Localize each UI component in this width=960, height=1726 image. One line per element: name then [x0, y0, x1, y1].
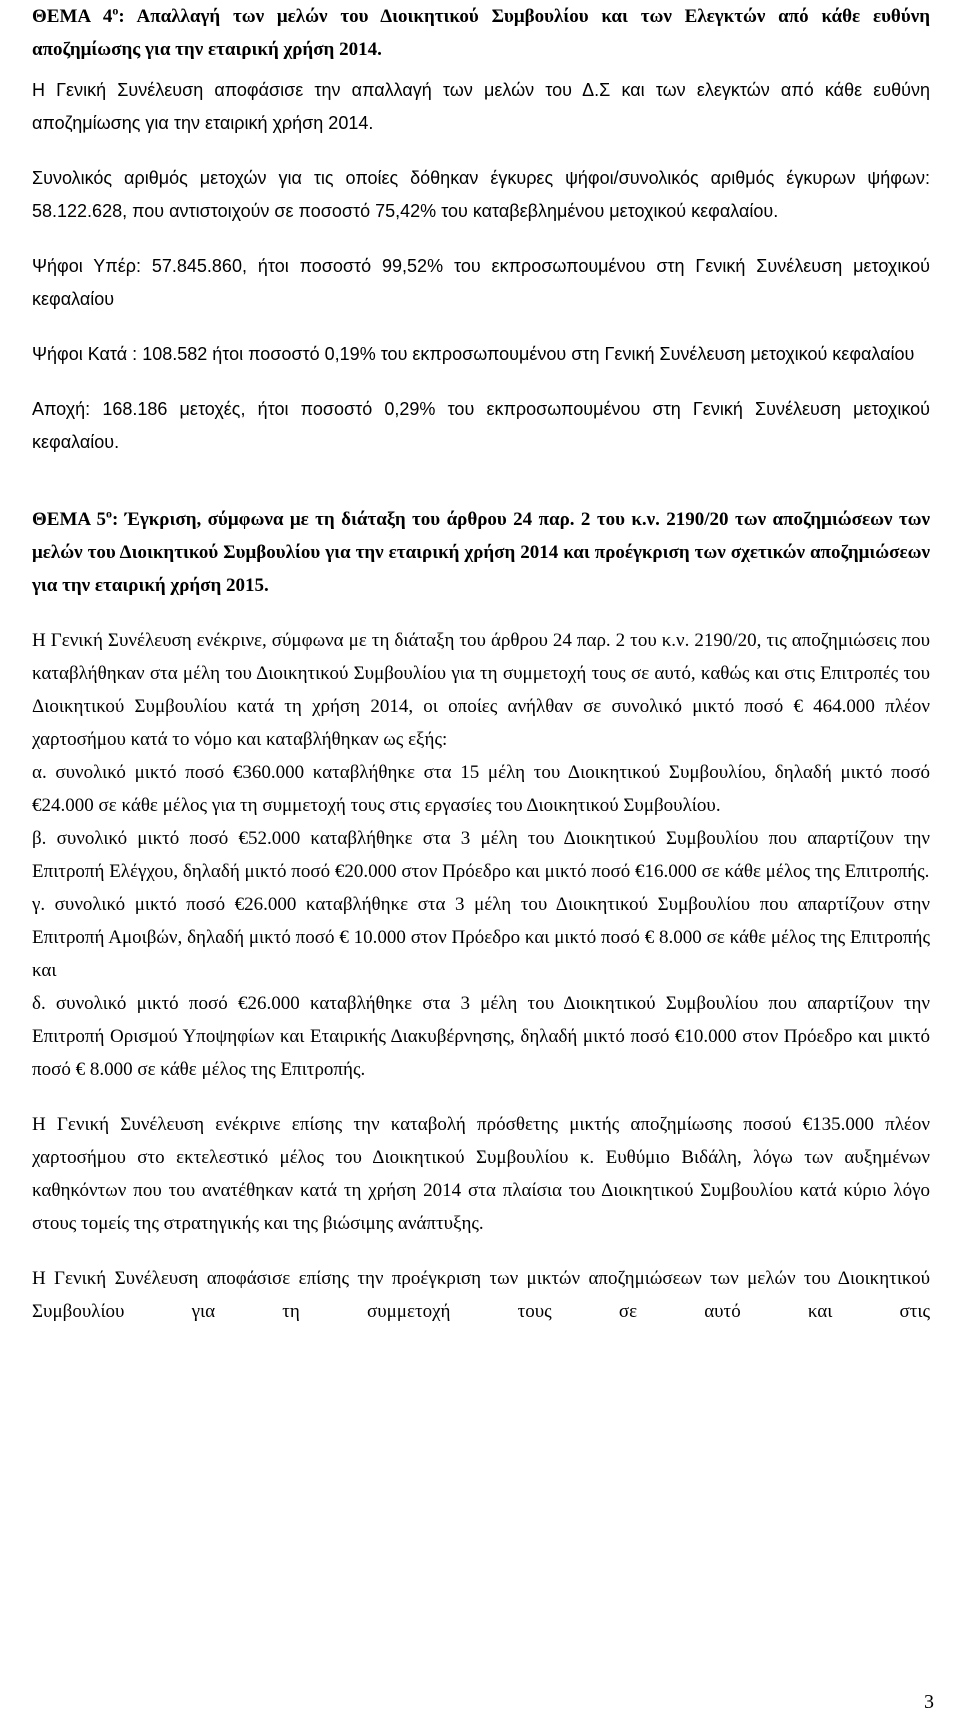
topic4-heading-sup: ο — [112, 3, 119, 18]
topic5-item-a: α. συνολικό μικτό ποσό €360.000 καταβλήθηκε στα 15 μέλη του Διοικητικού Συμβουλίου, δηλαδή μικτό ποσό €24.000 σε κάθε μέλος για τη συμμετοχή τους στις εργασίες του Διοικητικού Συμβουλίου. — [32, 762, 930, 816]
page-number: 3 — [924, 1691, 934, 1713]
topic5-heading-prefix: ΘΕΜΑ 5 — [32, 509, 106, 530]
topic4-votes-against: Ψήφοι Κατά : 108.582 ήτοι ποσοστό 0,19% του εκπροσωπουμένου στη Γενική Συνέλευση μετοχικού κεφαλαίου — [32, 344, 915, 364]
topic4-heading — [32, 0, 930, 66]
topic4-abstain: Αποχή: 168.186 μετοχές, ήτοι ποσοστό 0,29% του εκπροσωπουμένου στη Γενική Συνέλευση μετοχικού κεφαλαίου. — [32, 399, 930, 452]
topic5-extra: Η Γενική Συνέλευση ενέκρινε επίσης την καταβολή πρόσθετης μικτής αποζημίωσης ποσού €135.000 πλέον χαρτοσήμου στο εκτελεστικό μέλος του Διοικητικού Συμβουλίου κ. Ευθύμιο Βιδάλη, λόγω των αυξημένων καθηκόντων που του ανατέθηκαν κατά τη χρήση 2014 στα πλαίσια του Διοικητικού Συμβουλίου κατά κύριο λόγο στους τομείς της στρατηγικής και της βιώσιμης ανάπτυξης. — [32, 1114, 930, 1234]
topic4-heading-text: : Απαλλαγή των μελών του Διοικητικού Συμβουλίου και των Ελεγκτών από κάθε ευθύνη αποζημίωσης για την εταιρική χρήση 2014. — [32, 6, 930, 60]
topic4-decision: Η Γενική Συνέλευση αποφάσισε την απαλλαγή των μελών του Δ.Σ και των ελεγκτών από κάθε ευθύνη αποζημίωσης για την εταιρική χρήση 2014. — [32, 80, 930, 133]
topic5-item-b: β. συνολικό μικτό ποσό €52.000 καταβλήθηκε στα 3 μέλη του Διοικητικού Συμβουλίου που απαρτίζουν την Επιτροπή Ελέγχου, δηλαδή μικτό ποσό €20.000 στον Πρόεδρο και μικτό ποσό €16.000 σε κάθε μέλος της Επιτροπής. — [32, 828, 930, 882]
topic5-approval: Η Γενική Συνέλευση ενέκρινε, σύμφωνα με τη διάταξη του άρθρου 24 παρ. 2 του κ.ν. 2190/20, τις αποζημιώσεις που καταβλήθηκαν στα μέλη του Διοικητικού Συμβουλίου για τη συμμετοχή τους σε αυτό, καθώς και στις Επιτροπές του Διοικητικού Συμβουλίου κατά τη χρήση 2014, οι οποίες ανήλθαν σε συνολικό μικτό ποσό € 464.000 πλέον χαρτοσήμου κατά το νόμο και καταβλήθηκαν ως εξής: — [32, 630, 930, 750]
topic4-heading-prefix: ΘΕΜΑ 4 — [32, 6, 113, 27]
topic4-total-shares: Συνολικός αριθμός μετοχών για τις οποίες δόθηκαν έγκυρες ψήφοι/συνολικός αριθμός έγκυρων ψήφων: 58.122.628, που αντιστοιχούν σε ποσοστό 75,42% του καταβεβλημένου μετοχικού κεφαλαίου. — [32, 168, 930, 221]
topic5-heading-text: : Έγκριση, σύμφωνα με τη διάταξη του άρθρου 24 παρ. 2 του κ.ν. 2190/20 των αποζημιώσεων των μελών του Διοικητικού Συμβουλίου για την εταιρική χρήση 2014 και προέγκριση των σχετικών αποζημιώσεων για την εταιρική χρήση 2015. — [32, 509, 931, 596]
topic5-heading — [32, 503, 930, 602]
topic5-heading-sup: ο — [105, 506, 112, 521]
topic5-preapproval: Η Γενική Συνέλευση αποφάσισε επίσης την προέγκριση των μικτών αποζημιώσεων των μελών του Διοικητικού Συμβουλίου για τη συμμετοχή τους σε αυτό και στις — [32, 1268, 930, 1322]
topic4-votes-for: Ψήφοι Υπέρ: 57.845.860, ήτοι ποσοστό 99,52% του εκπροσωπουμένου στη Γενική Συνέλευση μετοχικού κεφαλαίου — [32, 256, 930, 309]
topic5-item-c: γ. συνολικό μικτό ποσό €26.000 καταβλήθηκε στα 3 μέλη του Διοικητικού Συμβουλίου που απαρτίζουν στην Επιτροπή Αμοιβών, δηλαδή μικτό ποσό € 10.000 στον Πρόεδρο και μικτό ποσό € 8.000 σε κάθε μέλος της Επιτροπής και — [32, 894, 930, 981]
topic5-item-d: δ. συνολικό μικτό ποσό €26.000 καταβλήθηκε στα 3 μέλη του Διοικητικού Συμβουλίου που απαρτίζουν την Επιτροπή Ορισμού Υποψηφίων και Εταιρικής Διακυβέρνησης, δηλαδή μικτό ποσό €10.000 στον Πρόεδρο και μικτό ποσό € 8.000 σε κάθε μέλος της Επιτροπής. — [32, 993, 930, 1080]
